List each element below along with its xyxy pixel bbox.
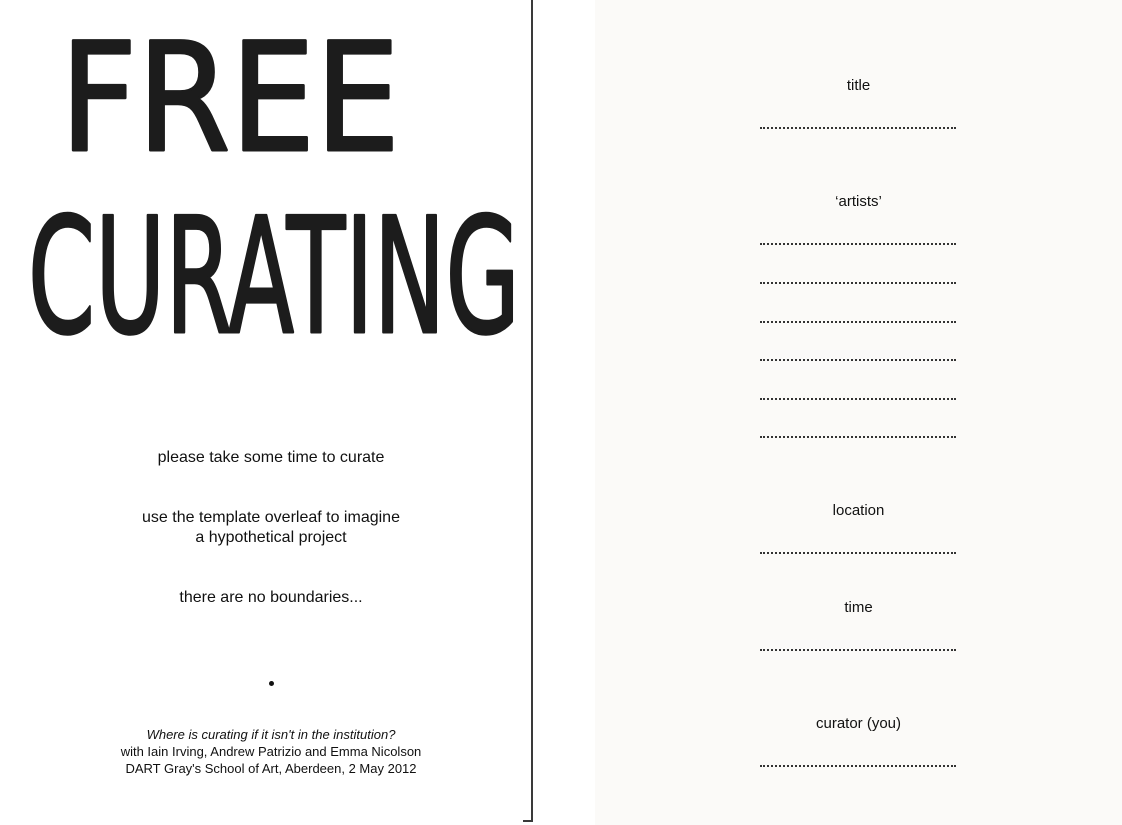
artists-dotted-line[interactable] — [760, 282, 956, 284]
page-fold-tick — [523, 820, 533, 822]
prompt-template-line2: a hypothetical project — [195, 529, 347, 546]
artists-dotted-line[interactable] — [760, 359, 956, 361]
curator-label: curator (you) — [815, 715, 902, 732]
page-fold-line — [531, 0, 533, 822]
headline-free: FREE — [60, 12, 400, 186]
event-credits — [0, 726, 542, 777]
prompt-no-boundaries: there are no boundaries... — [179, 589, 363, 606]
event-question: Where is curating if it isn't in the institution? — [146, 727, 396, 742]
location-dotted-line[interactable] — [760, 552, 956, 554]
title-dotted-line[interactable] — [760, 127, 956, 129]
graffiti-headline — [0, 0, 532, 380]
artists-dotted-line[interactable] — [760, 436, 956, 438]
time-dotted-line[interactable] — [760, 649, 956, 651]
time-label: time — [844, 599, 873, 616]
cover-page — [0, 0, 532, 825]
template-page — [595, 0, 1122, 825]
location-label: location — [832, 502, 885, 519]
artists-dotted-line[interactable] — [760, 321, 956, 323]
prompt-template-line1: use the template overleaf to imagine — [142, 509, 400, 526]
artists-label: ‘artists’ — [835, 193, 882, 210]
headline-curating: CURATING — [28, 183, 520, 370]
title-label: title — [846, 77, 871, 94]
curator-dotted-line[interactable] — [760, 765, 956, 767]
event-contributors: with Iain Irving, Andrew Patrizio and Emma Nicolson — [120, 744, 422, 759]
bullet-dot — [269, 681, 274, 686]
event-venue: DART Gray's School of Art, Aberdeen, 2 May 2012 — [125, 761, 417, 776]
artists-dotted-line[interactable] — [760, 398, 956, 400]
prompt-take-time: please take some time to curate — [157, 449, 385, 466]
artists-dotted-line[interactable] — [760, 243, 956, 245]
